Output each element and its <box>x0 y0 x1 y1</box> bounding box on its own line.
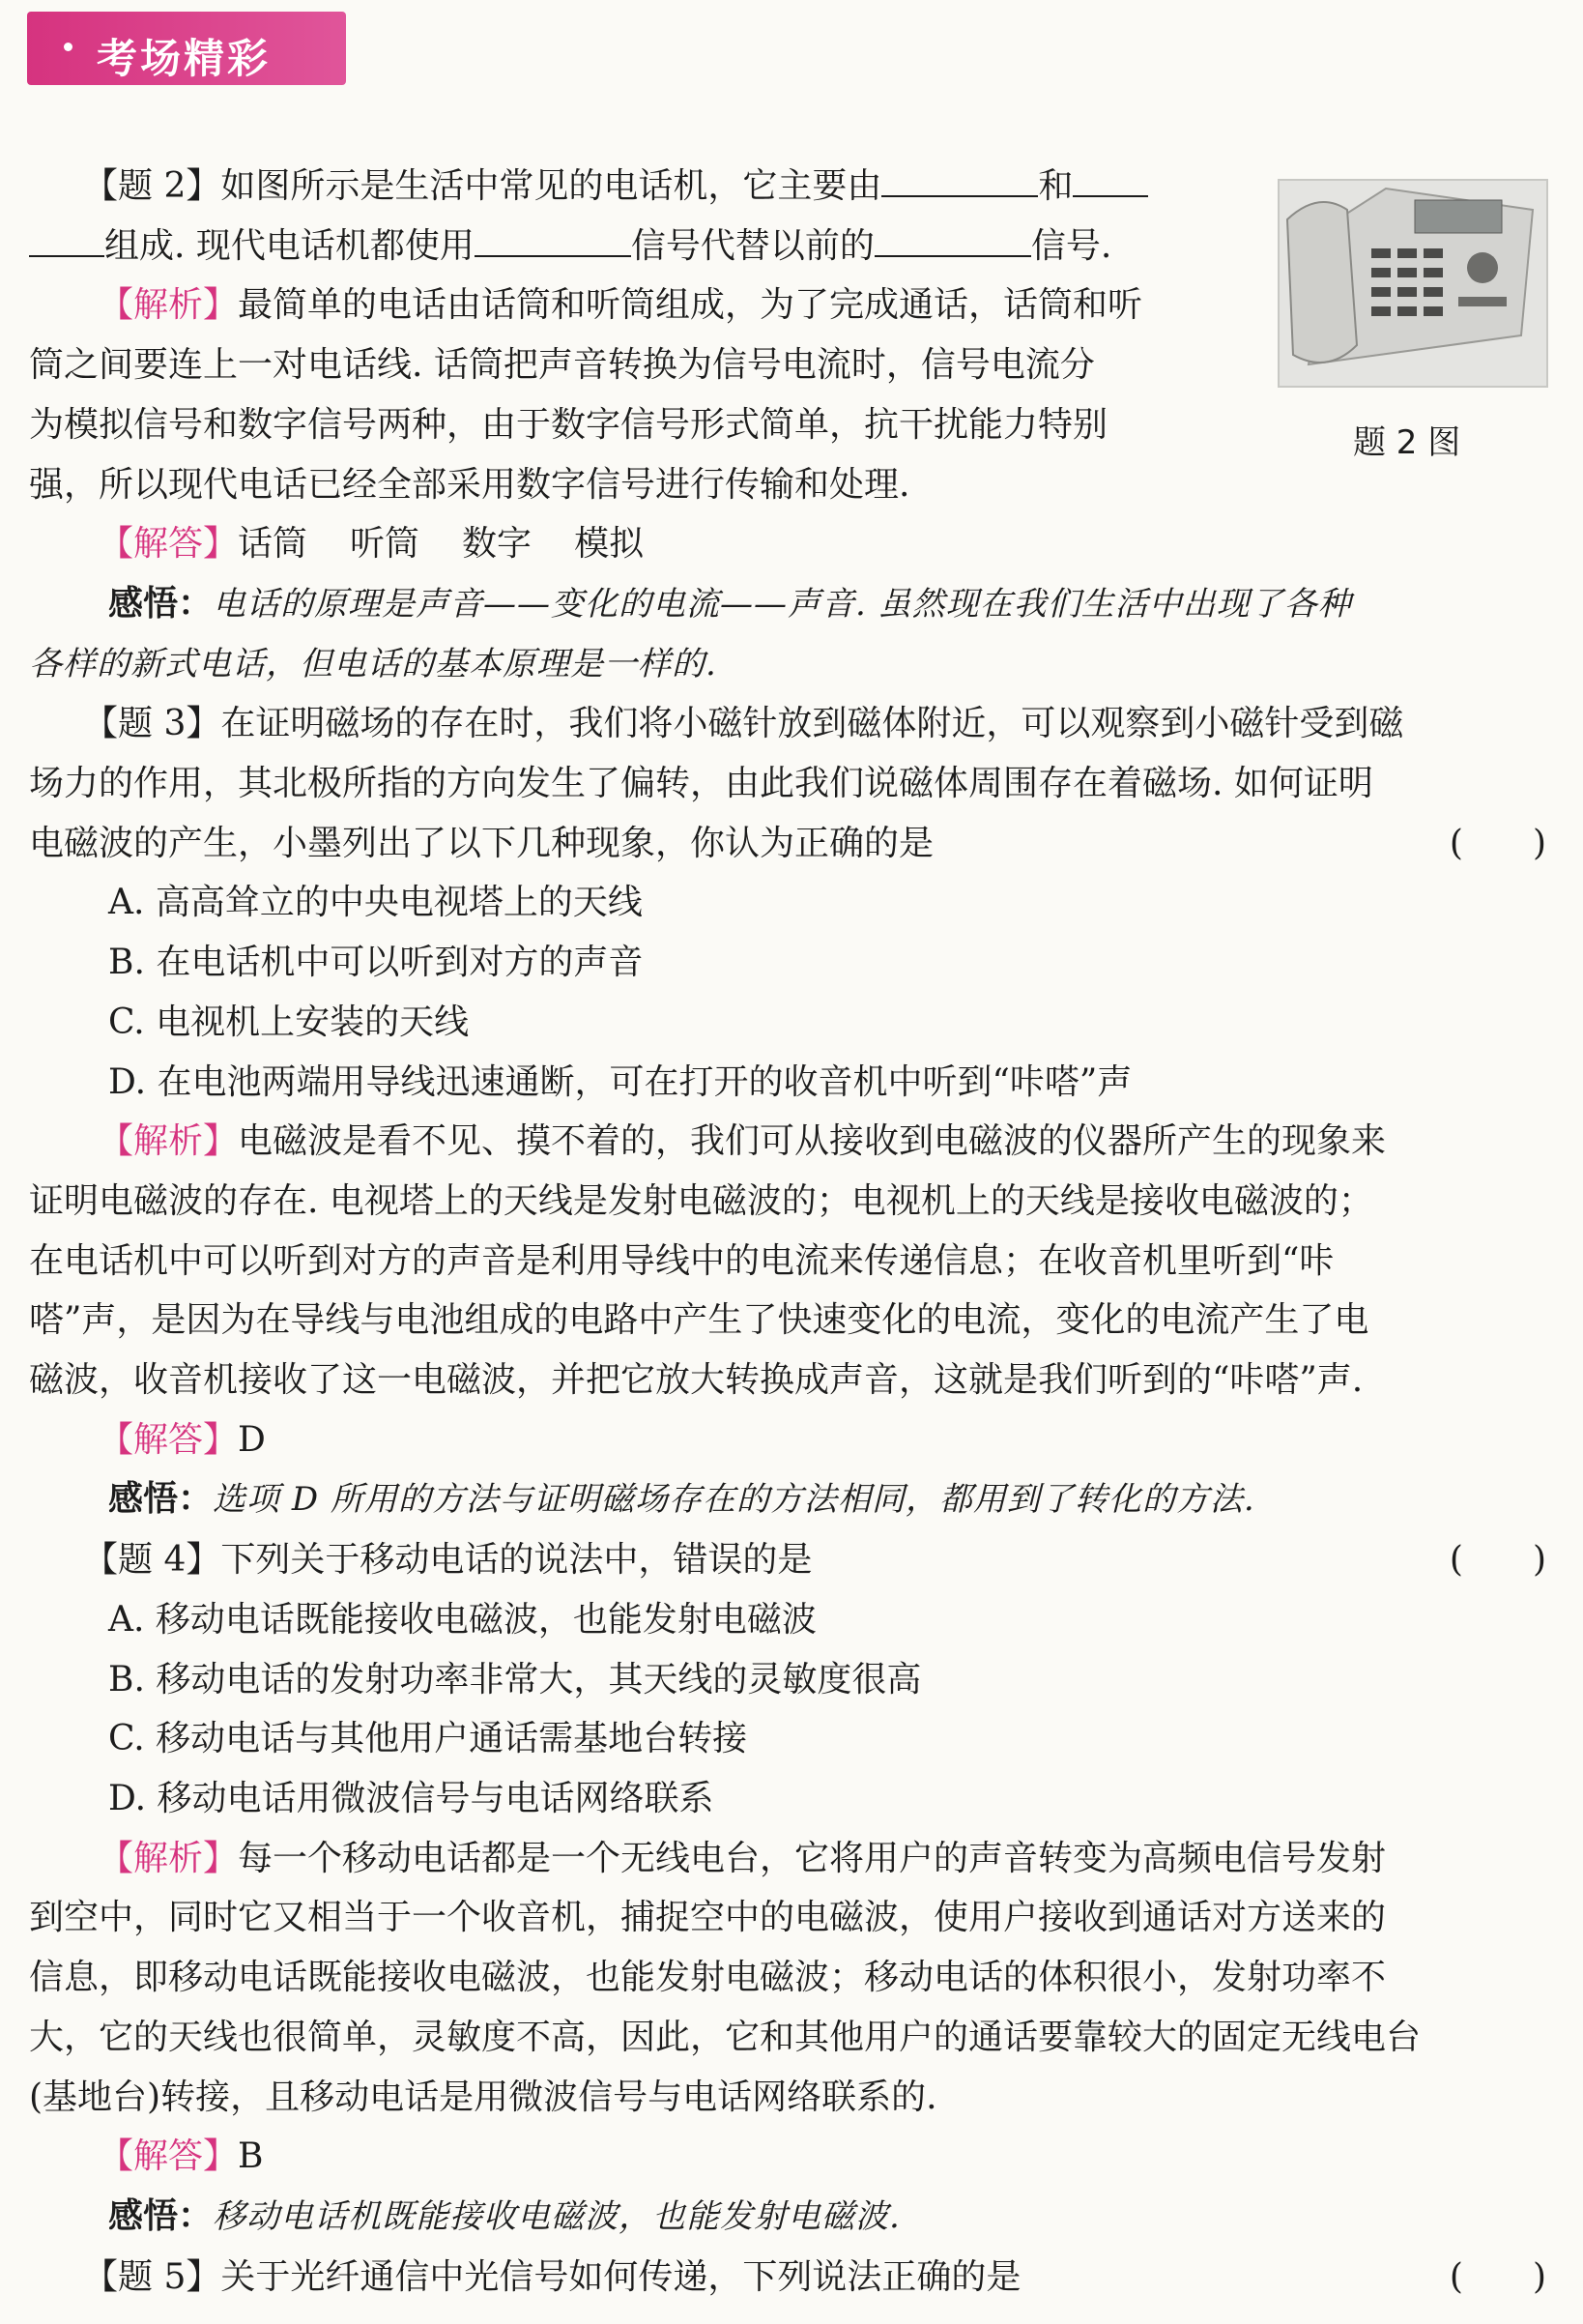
insight-tag: 感悟： <box>108 582 214 624</box>
answer-blank <box>875 226 1031 257</box>
q2-tag: 【题 2】 <box>83 166 221 206</box>
document-body <box>29 157 1556 2307</box>
q4-analysis-line2: 到空中，同时它又相当于一个收音机，捕捉空中的电磁波，使用户接收到通话对方送来的 <box>29 1898 1387 1938</box>
q3-insight: 感悟：选项 D 所用的方法与证明磁场存在的方法相同，都用到了转化的方法. <box>108 1478 1255 1520</box>
answer-tag: 【解答】 <box>99 2136 239 2177</box>
insight-tag: 感悟： <box>108 2194 214 2236</box>
q4-line1: 【题 4】下列关于移动电话的说法中，错误的是 ( ) <box>29 1530 1556 1590</box>
q2-analysis-line3: 为模拟信号和数字信号两种，由于数字信号形式简单，抗干扰能力特别 <box>29 404 1108 445</box>
analysis-tag: 【解析】 <box>99 1121 239 1162</box>
q3-analysis-line4: 嗒”声，是因为在导线与电池组成的电路中产生了快速变化的电流，变化的电流产生了电 <box>29 1300 1369 1341</box>
answer-paren: ( ) <box>1449 2256 1546 2297</box>
answer-blank <box>881 166 1038 197</box>
q4-insight: 感悟：移动电话机既能接收电磁波，也能发射电磁波. <box>108 2194 901 2236</box>
q3-analysis: 【解析】电磁波是看不见、摸不着的，我们可从接收到电磁波的仪器所产生的现象来 <box>99 1121 1387 1162</box>
q4-analysis-line5: (基地台)转接，且移动电话是用微波信号与电话网络联系的. <box>29 2077 937 2117</box>
q3-answer: 【解答】D <box>99 1419 266 1460</box>
q3-option-d: D. 在电池两端用导线迅速通断，可在打开的收音机中听到“咔嗒”声 <box>108 1061 1133 1102</box>
q2-analysis-line4: 强，所以现代电话已经全部采用数字信号进行传输和处理. <box>29 464 910 505</box>
answer-tag: 【解答】 <box>99 1419 239 1460</box>
q2-insight: 感悟：电话的原理是声音——变化的电流——声音. 虽然现在我们生活中出现了各种 <box>108 582 1352 624</box>
q4-analysis-line3: 信息，即移动电话既能接收电磁波，也能发射电磁波；移动电话的体积很小，发射功率不 <box>29 1958 1387 1998</box>
answer-blank <box>1073 166 1148 197</box>
q4-option-b: B. 移动电话的发射功率非常大，其天线的灵敏度很高 <box>108 1659 922 1699</box>
q4-analysis: 【解析】每一个移动电话都是一个无线电台，它将用户的声音转变为高频电信号发射 <box>99 1838 1387 1878</box>
q4-option-d: D. 移动电话用微波信号与电话网络联系 <box>108 1778 714 1818</box>
q3-option-c: C. 电视机上安装的天线 <box>108 1002 470 1042</box>
answer-blank <box>475 226 631 257</box>
q5-tag: 【题 5】 <box>83 2256 221 2297</box>
q4-analysis-line4: 大，它的天线也很简单，灵敏度不高，因此，它和其他用户的通话要靠较大的固定无线电台 <box>29 2017 1422 2057</box>
q2-analysis-line2: 筒之间要连上一对电话线. 话筒把声音转换为信号电流时，信号电流分 <box>29 345 1095 386</box>
q3-analysis-line2: 证明电磁波的存在. 电视塔上的天线是发射电磁波的；电视机上的天线是接收电磁波的； <box>29 1180 1373 1221</box>
q5-line1: 【题 5】关于光纤通信中光信号如何传递，下列说法正确的是 ( ) <box>29 2248 1556 2308</box>
answer-tag: 【解答】 <box>99 524 239 565</box>
q2-answer: 【解答】话筒 听筒 数字 模拟 <box>99 524 645 565</box>
answer-paren: ( ) <box>1449 1540 1546 1581</box>
q3-option-a: A. 高高耸立的中央电视塔上的天线 <box>108 883 643 923</box>
q3-line1: 【题 3】在证明磁场的存在时，我们将小磁针放到磁体附近，可以观察到小磁针受到磁 <box>83 704 1404 744</box>
q3-tag: 【题 3】 <box>83 704 221 744</box>
section-title: 考场精彩 <box>97 35 272 82</box>
q2-insight-line2: 各样的新式电话，但电话的基本原理是一样的. <box>29 644 717 683</box>
analysis-tag: 【解析】 <box>99 1838 239 1878</box>
q3-option-b: B. 在电话机中可以听到对方的声音 <box>108 943 644 983</box>
q4-option-a: A. 移动电话既能接收电磁波，也能发射电磁波 <box>108 1599 817 1640</box>
q2-analysis: 【解析】最简单的电话由话筒和听筒组成，为了完成通话，话筒和听 <box>99 285 1143 326</box>
q4-tag: 【题 4】 <box>83 1540 221 1581</box>
q3-analysis-line3: 在电话机中可以听到对方的声音是利用导线中的电流来传递信息；在收音机里听到“咔 <box>29 1240 1335 1281</box>
figure-caption: 题 2 图 <box>1353 423 1461 462</box>
analysis-tag: 【解析】 <box>99 285 239 326</box>
answer-paren: ( ) <box>1449 823 1546 863</box>
bullet-dot-icon <box>64 43 72 51</box>
q3-line2: 场力的作用，其北极所指的方向发生了偏转，由此我们说磁体周围存在着磁场. 如何证明 <box>29 764 1373 804</box>
insight-tag: 感悟： <box>108 1478 214 1520</box>
q2-line2: 组成. 现代电话机都使用 信号代替以前的 信号. <box>29 217 1276 276</box>
q4-option-c: C. 移动电话与其他用户通话需基地台转接 <box>108 1719 748 1759</box>
section-banner <box>27 12 346 85</box>
q3-analysis-line5: 磁波，收音机接收了这一电磁波，并把它放大转换成声音，这就是我们听到的“咔嗒”声. <box>29 1360 1364 1401</box>
answer-blank <box>29 226 104 257</box>
q4-answer: 【解答】B <box>99 2136 264 2177</box>
q2-line1: 【题 2】如图所示是生活中常见的电话机，它主要由 和 <box>29 157 1276 217</box>
q3-line3: 电磁波的产生，小墨列出了以下几种现象，你认为正确的是 ( ) <box>29 814 1556 874</box>
